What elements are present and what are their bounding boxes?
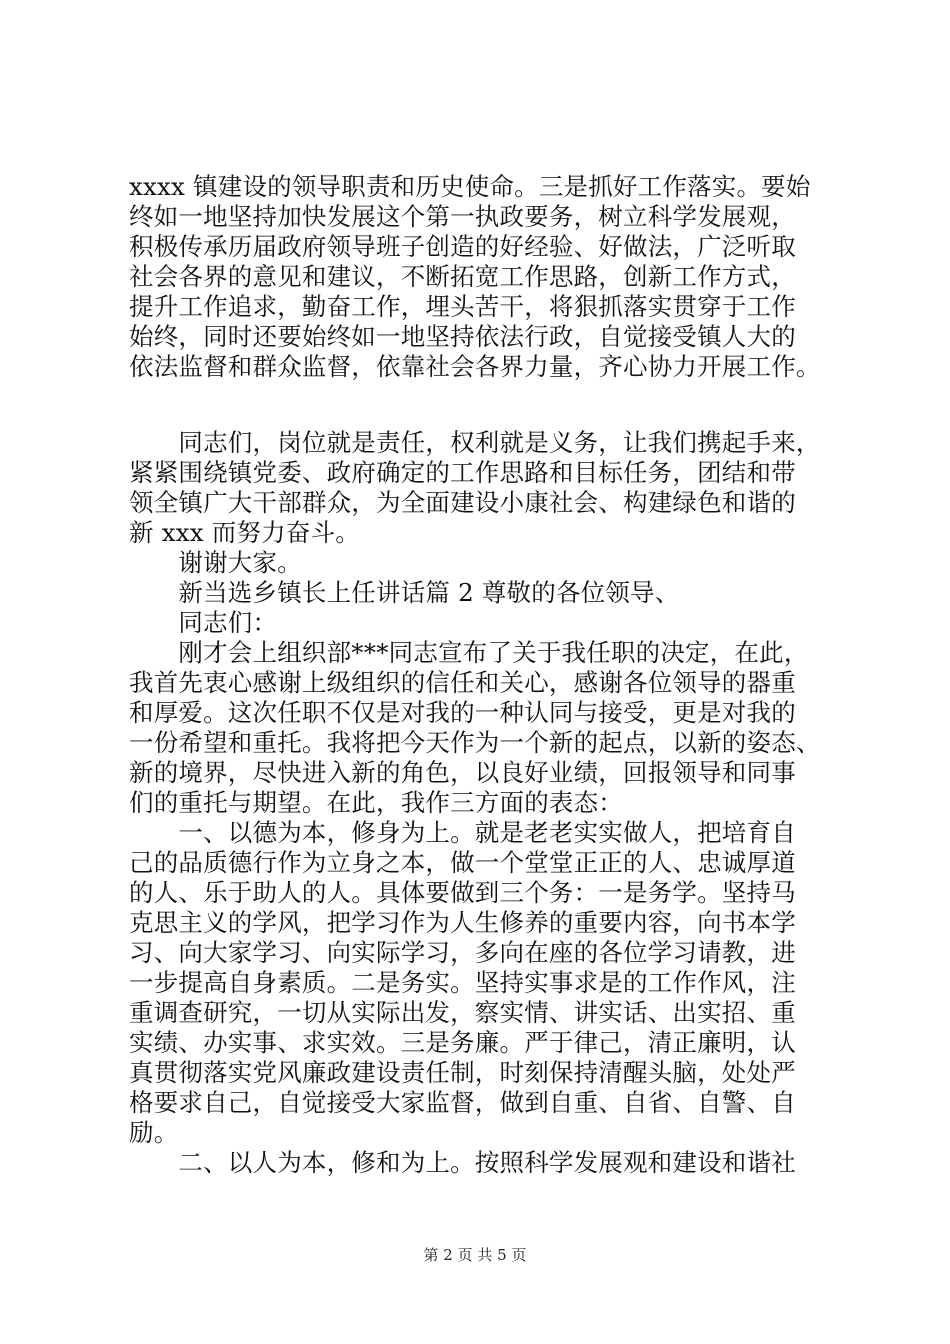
paragraph-gap xyxy=(129,382,839,428)
text-line: 同志们： xyxy=(129,608,278,637)
text-line: 终如一地坚持加快发展这个第一执政要务，树立科学发展观， xyxy=(129,202,796,231)
text-line: 谢谢大家。 xyxy=(129,548,302,577)
text-line: 始终，同时还要始终如一地坚持依法行政，自觉接受镇人大的 xyxy=(129,322,796,351)
text-line: 积极传承历届政府领导班子创造的好经验、好做法，广泛听取 xyxy=(129,232,796,261)
text-line: 我首先衷心感谢上级组织的信任和关心，感谢各位领导的器重 xyxy=(129,668,796,697)
text-line: 己的品质德行作为立身之本，做一个堂堂正正的人、忠诚厚道 xyxy=(129,848,796,877)
text-line: 励。 xyxy=(129,1118,179,1147)
text-line: 提升工作追求，勤奋工作，埋头苦干，将狠抓落实贯穿于工作 xyxy=(129,292,796,321)
text-line: 一步提高自身素质。二是务实。坚持实事求是的工作作风，注 xyxy=(129,968,796,997)
text-line: 二、以人为本，修和为上。按照科学发展观和建设和谐社 xyxy=(129,1148,796,1177)
text-line: 实绩、办实事、求实效。三是务廉。严于律己，清正廉明，认 xyxy=(129,1028,796,1057)
text-line: 新当选乡镇长上任讲话篇 2 尊敬的各位领导、 xyxy=(129,578,680,607)
text-line: 和厚爱。这次任职不仅是对我的一种认同与接受，更是对我的 xyxy=(129,698,796,727)
text-line: 刚才会上组织部***同志宣布了关于我任职的决定，在此， xyxy=(129,638,809,667)
text-line: 同志们，岗位就是责任，权利就是义务，让我们携起手来， xyxy=(129,428,821,457)
text-line: 一份希望和重托。我将把今天作为一个新的起点，以新的姿态、 xyxy=(129,728,821,757)
text-line: 紧紧围绕镇党委、政府确定的工作思路和目标任务，团结和带 xyxy=(129,458,796,487)
text-line: 新的境界，尽快进入新的角色，以良好业绩，回报领导和同事 xyxy=(129,758,796,787)
text-line: 克思主义的学风，把学习作为人生修养的重要内容，向书本学 xyxy=(129,908,796,937)
text-line: 社会各界的意见和建议，不断拓宽工作思路，创新工作方式， xyxy=(129,262,796,291)
text-line: 们的重托与期望。在此，我作三方面的表态： xyxy=(129,788,623,817)
text-line: 的人、乐于助人的人。具体要做到三个务：一是务学。坚持马 xyxy=(129,878,796,907)
text-line: 真贯彻落实党风廉政建设责任制，时刻保持清醒头脑，处处严 xyxy=(129,1058,796,1087)
text-line: 一、以德为本，修身为上。就是老老实实做人，把培育自 xyxy=(129,818,796,847)
text-line: 新 xxx 而努力奋斗。 xyxy=(129,518,360,547)
text-line: 格要求自己，自觉接受大家监督，做到自重、自省、自警、自 xyxy=(129,1088,796,1117)
page-number-footer: 第 2 页 共 5 页 xyxy=(423,1246,527,1264)
text-line: 领全镇广大干部群众，为全面建设小康社会、构建绿色和谐的 xyxy=(129,488,796,517)
text-line: 习、向大家学习、向实际学习，多向在座的各位学习请教，进 xyxy=(129,938,796,967)
text-line: xxxx 镇建设的领导职责和历史使命。三是抓好工作落实。要始 xyxy=(129,172,811,201)
text-line: 依法监督和群众监督，依靠社会各界力量，齐心协力开展工作。 xyxy=(129,352,821,381)
text-line: 重调查研究，一切从实际出发，察实情、讲实话、出实招、重 xyxy=(129,998,796,1027)
document-body xyxy=(129,172,839,1178)
